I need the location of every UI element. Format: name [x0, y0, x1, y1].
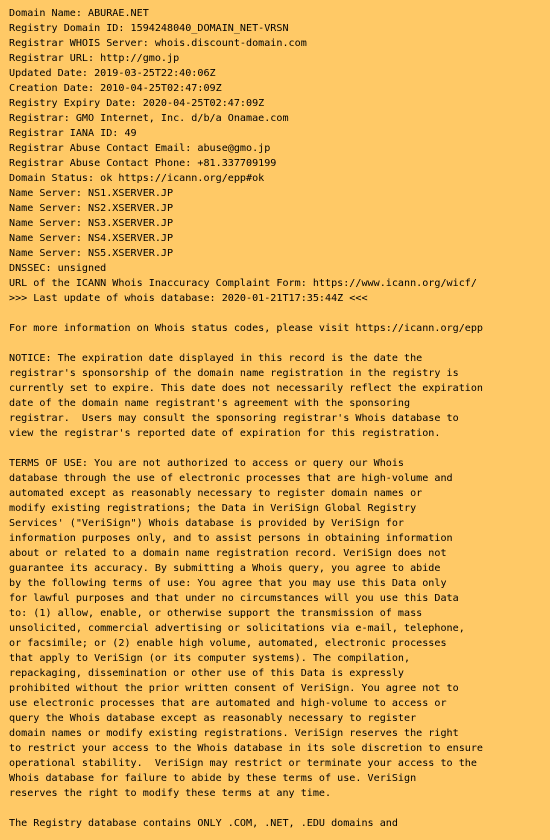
whois-line: Name Server: NS5.XSERVER.JP — [9, 248, 174, 259]
whois-line: registrar. Users may consult the sponsoring registrar's Whois database to — [9, 413, 459, 424]
whois-line: Registrar WHOIS Server: whois.discount-domain.com — [9, 38, 307, 49]
whois-line: or facsimile; or (2) enable high volume, automated, electronic processes — [9, 638, 447, 649]
whois-line: guarantee its accuracy. By submitting a Whois query, you agree to abide — [9, 563, 441, 574]
whois-line: Registrar Abuse Contact Email: abuse@gmo.jp — [9, 143, 271, 154]
whois-line: query the Whois database except as reasonably necessary to register — [9, 713, 417, 724]
whois-line: Domain Status: ok https://icann.org/epp#ok — [9, 173, 265, 184]
whois-line: for lawful purposes and that under no circumstances will you use this Data — [9, 593, 459, 604]
whois-line: Registrar URL: http://gmo.jp — [9, 53, 180, 64]
whois-line: registrar's sponsorship of the domain name registration in the registry is — [9, 368, 459, 379]
whois-line: Creation Date: 2010-04-25T02:47:09Z — [9, 83, 222, 94]
whois-line: prohibited without the prior written consent of VeriSign. You agree not to — [9, 683, 459, 694]
whois-line: For more information on Whois status codes, please visit https://icann.org/epp — [9, 323, 484, 334]
whois-line: currently set to expire. This date does not necessarily reflect the expiration — [9, 383, 484, 394]
whois-line: NOTICE: The expiration date displayed in this record is the date the — [9, 353, 423, 364]
whois-line: TERMS OF USE: You are not authorized to access or query our Whois — [9, 458, 405, 469]
whois-line: unsolicited, commercial advertising or solicitations via e-mail, telephone, — [9, 623, 465, 634]
whois-line: DNSSEC: unsigned — [9, 263, 107, 274]
whois-line: operational stability. VeriSign may restrict or terminate your access to the — [9, 758, 477, 769]
whois-line: information purposes only, and to assist persons in obtaining information — [9, 533, 453, 544]
whois-line: Registrar IANA ID: 49 — [9, 128, 137, 139]
blank-line — [9, 336, 545, 351]
whois-line: Registry Domain ID: 1594248040_DOMAIN_NET-VRSN — [9, 23, 289, 34]
whois-record-text — [9, 6, 545, 831]
whois-line: to restrict your access to the Whois database in its sole discretion to ensure — [9, 743, 484, 754]
whois-line: >>> Last update of whois database: 2020-01-21T17:35:44Z <<< — [9, 293, 368, 304]
whois-line: domain names or modify existing registrations. VeriSign reserves the right — [9, 728, 459, 739]
whois-line: Registry Expiry Date: 2020-04-25T02:47:09Z — [9, 98, 265, 109]
whois-line: Services' ("VeriSign") Whois database is provided by VeriSign for — [9, 518, 405, 529]
whois-line: that apply to VeriSign (or its computer systems). The compilation, — [9, 653, 411, 664]
whois-line: automated except as reasonably necessary to register domain names or — [9, 488, 423, 499]
whois-line: repackaging, dissemination or other use of this Data is expressly — [9, 668, 405, 679]
whois-line: view the registrar's reported date of expiration for this registration. — [9, 428, 441, 439]
whois-line: database through the use of electronic processes that are high-volume and — [9, 473, 453, 484]
whois-line: Whois database for failure to abide by these terms of use. VeriSign — [9, 773, 417, 784]
whois-line: Registrar Abuse Contact Phone: +81.337709199 — [9, 158, 277, 169]
whois-line: about or related to a domain name registration record. VeriSign does not — [9, 548, 447, 559]
whois-line: use electronic processes that are automated and high-volume to access or — [9, 698, 447, 709]
whois-line: by the following terms of use: You agree that you may use this Data only — [9, 578, 447, 589]
whois-line: Name Server: NS3.XSERVER.JP — [9, 218, 174, 229]
whois-line: Updated Date: 2019-03-25T22:40:06Z — [9, 68, 216, 79]
whois-line: modify existing registrations; the Data in VeriSign Global Registry — [9, 503, 417, 514]
whois-line: The Registry database contains ONLY .COM, .NET, .EDU domains and — [9, 818, 398, 829]
whois-line: Domain Name: ABURAE.NET — [9, 8, 149, 19]
whois-line: reserves the right to modify these terms at any time. — [9, 788, 332, 799]
whois-line: date of the domain name registrant's agreement with the sponsoring — [9, 398, 411, 409]
whois-line: Name Server: NS4.XSERVER.JP — [9, 233, 174, 244]
whois-line: Name Server: NS2.XSERVER.JP — [9, 203, 174, 214]
blank-line — [9, 801, 545, 816]
blank-line — [9, 441, 545, 456]
whois-line: Name Server: NS1.XSERVER.JP — [9, 188, 174, 199]
whois-line: URL of the ICANN Whois Inaccuracy Complaint Form: https://www.icann.org/wicf/ — [9, 278, 477, 289]
whois-line: Registrar: GMO Internet, Inc. d/b/a Onamae.com — [9, 113, 289, 124]
blank-line — [9, 306, 545, 321]
whois-line: to: (1) allow, enable, or otherwise support the transmission of mass — [9, 608, 423, 619]
